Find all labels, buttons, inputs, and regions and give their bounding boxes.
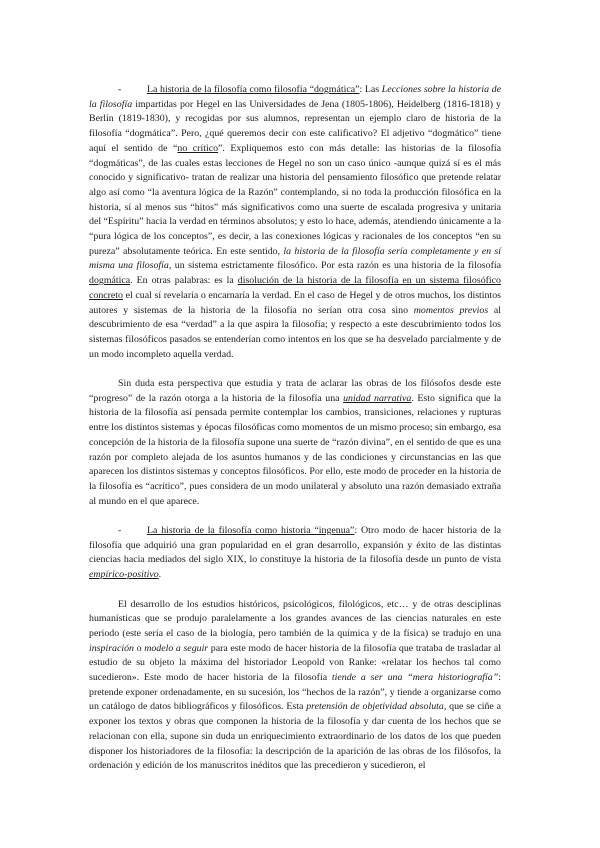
text-run: al descubrimiento de esa “verdad” a la que aspira la filosofía; y respecto a este descubrimiento todos los sistemas filosóficos pasados se entenderían como intentos en los que se ha desvelado parcialmente y de un modo incompleto aquella verdad. bbox=[89, 304, 501, 360]
paragraph-naive-history bbox=[89, 524, 501, 583]
emphasized-phrase: momentos previos bbox=[413, 304, 489, 316]
paragraph-gap bbox=[89, 509, 501, 524]
emphasized-term: empírico-positivo bbox=[89, 569, 159, 581]
paragraph-narrative-unity bbox=[89, 377, 501, 509]
document-page bbox=[89, 83, 501, 774]
emphasized-term: modelo a seguir bbox=[144, 642, 209, 654]
book-title: Lecciones sobre la historia de la filosofía bbox=[89, 84, 501, 110]
text-run: El desarrollo de los estudios históricos, psicológicos, filológicos, etc… y de otras desciplinas humanísticas que se produjo paralelamente a los grandes avances de las ciencias naturales en este periodo (este sería el caso de la biología, pero también de la química y de la física) se tradujo en una bbox=[89, 598, 501, 639]
list-bullet: - bbox=[118, 525, 122, 537]
text-run: . En otras palabras: es la bbox=[130, 275, 238, 287]
section-heading-naive: La historia de la filosofía como historia “ingenua” bbox=[147, 525, 355, 537]
list-bullet: - bbox=[118, 84, 122, 95]
emphasized-phrase: pretensión de objetividad absoluta bbox=[306, 701, 444, 713]
text-run: : Otro modo de hacer historia de la filosofía que adquirió una gran popularidad en el gran desarrollo, expansión y éxito de las distintas ciencias hacia mediados del siglo XIX, lo constituye la historia de la filosofía desde un punto de vista bbox=[89, 525, 501, 566]
text-run: Sin duda esta perspectiva que estudia y trata de aclarar las obras de los filósofos desde este “progreso” de la razón otorga a la historia de la filosofía una bbox=[89, 378, 501, 404]
text-run: ”. Expliquemos esto con más detalle: las historias de la filosofía “dogmáticas”, de las cuales estas lecciones de Hegel no son un caso único -aunque quizá sí es el más conocido y significativo- tratan de realizar una historia del pensamiento filosófico que pretende relatar algo así como “la aventura lógica de la Razón” contemplando, si no toda la producción filosófica en la historia, sí al menos sus “hitos” más significativos como una suerte de escalada progresiva y unitaria del “Espíritu” hacia la verdad en términos absolutos; y esto lo hace, además, atendiendo únicamente a la “pura lógica de los conceptos”, es decir, a las conexiones lógicas y racionales de los conceptos “en su pureza” absolutamente teórica. En este sentido, bbox=[89, 142, 501, 257]
paragraph-gap bbox=[89, 583, 501, 598]
underlined-phrase: disolución de la historia de la filosofía en un sistema filosófico concreto bbox=[89, 275, 501, 301]
text-run: el cual sí revelaría o encarnaría la verdad. En el caso de Hegel y de otros muchos, los distintos autores y sistemas de la historia de la filosofía no serían otra cosa sino bbox=[89, 289, 501, 316]
text-run: o bbox=[134, 642, 145, 654]
emphasized-phrase: la historia de la filosofía sería completamente y en sí misma una filosofía bbox=[89, 245, 501, 272]
text-run: , que se ciñe a exponer los textos y obras que componen la historia de la filosofía y dar cuenta de los hechos que se relacionan con ella, supone sin duda un enriquecimiento extraordinario de los datos de los que pueden disponer los historiadores de la filosofía: la descripción de la aparición de las obras de los filósofos, la ordenación y edición de los manuscritos inéditos que las precedieron y sucedieron, el bbox=[89, 701, 501, 772]
text-run: : Las bbox=[359, 84, 382, 95]
emphasized-phrase: tiende a ser una “mera historiografía” bbox=[331, 672, 499, 684]
emphasized-term: inspiración bbox=[89, 642, 134, 654]
underlined-term: dogmática bbox=[89, 275, 131, 287]
paragraph-historiography bbox=[89, 598, 501, 774]
text-run: para este modo de hacer historia de la filosofía que trataba de trasladar al estudio de su objeto la máxima del historiador Leopold von Ranke: «relatar los hechos tal como sucedieron». Este modo de hacer historia de la filosofía bbox=[89, 642, 502, 684]
paragraph-gap bbox=[89, 362, 501, 377]
underlined-term: no crítico bbox=[177, 142, 219, 154]
text-run: , un sistema estrictamente filosófico. Por esta razón es una historia de la filosofía bbox=[168, 260, 501, 272]
emphasized-term: unidad narrativa bbox=[343, 392, 412, 404]
text-run: . bbox=[158, 569, 162, 581]
text-run: : pretende exponer ordenadamente, en su sucesión, los “hechos de la razón”, y tiende a organizarse como un catálogo de datos bibliográficos y filosóficos. Esta bbox=[89, 672, 501, 713]
paragraph-dogmatic-history bbox=[89, 83, 501, 362]
text-run: impartidas por Hegel en las Universidades de Jena (1805-1806), Heidelberg (1816-1818) y Berlín (1819-1830), y recogidas por sus alumnos, representan un ejemplo claro de historia de la filosofía “dogmática”. Pero, ¿qué queremos decir con este calificativo? El adjetivo “dogmático” tiene aquí el sentido de “ bbox=[89, 98, 501, 154]
text-run: . Esto significa que la historia de la filosofía así pensada permite contemplar los cambios, transiciones, relaciones y rupturas entre los distintos sistemas y épocas filosóficas como momentos de un mismo proceso; sin embargo, esa concepción de la historia de la filosofía supone una suerte de “razón divina”, en el sentido de que es una razón por completo alejada de los asuntos humanos y de las condiciones y circunstancias en las que aparecen los distintos sistemas y conceptos filosóficos. Por ello, este modo de proceder en la historia de la filosofía es “acrítico”, pues considera de un modo unilateral y absoluto una razón demasiado extraña al mundo en el que aparece. bbox=[89, 392, 501, 507]
section-heading-dogmatic: La historia de la filosofía como filosofía “dogmática” bbox=[147, 84, 360, 95]
